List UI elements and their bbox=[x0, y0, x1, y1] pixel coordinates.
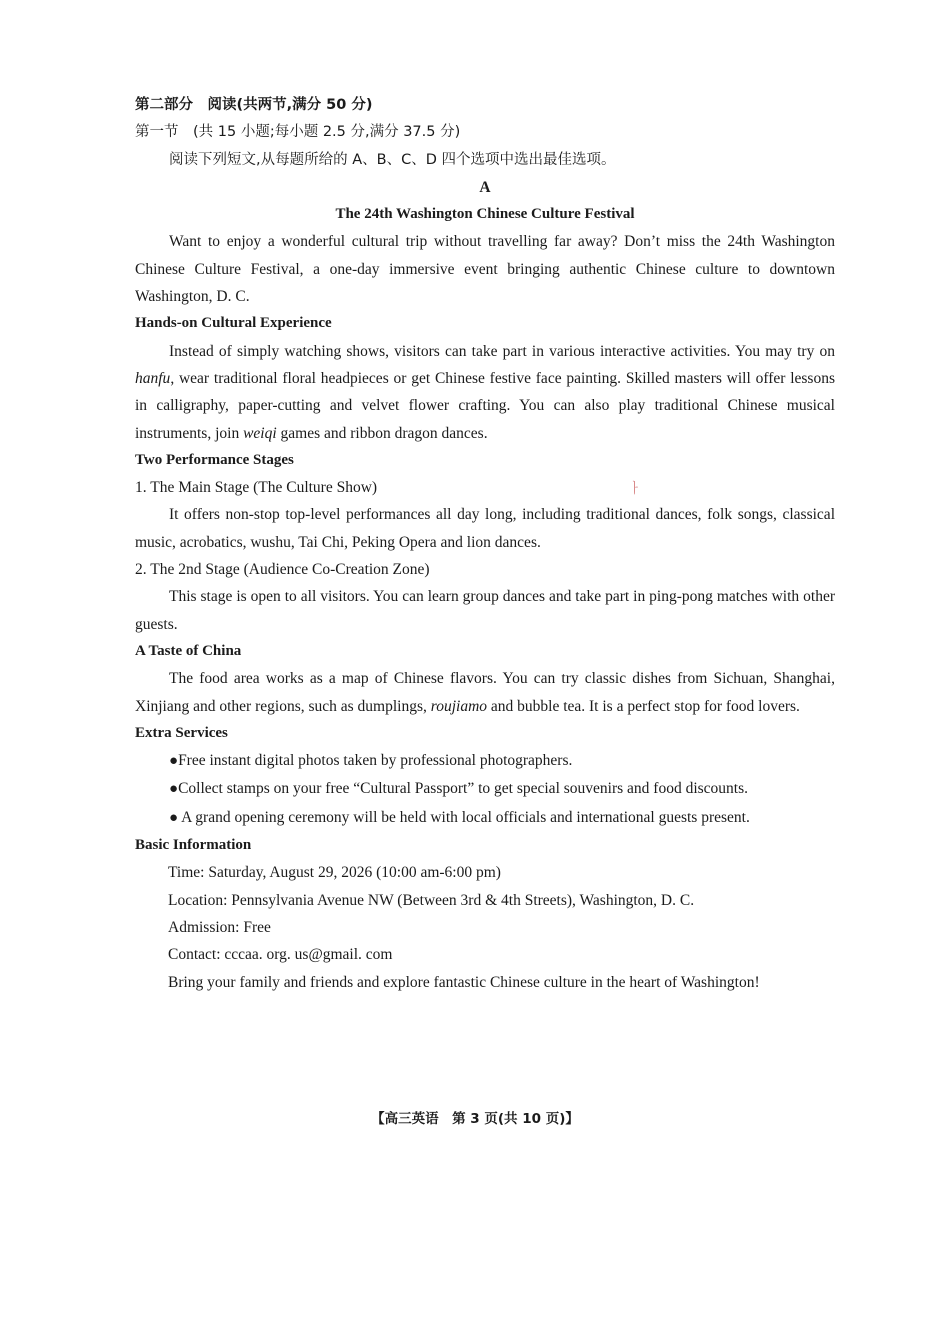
closing-line: Bring your family and friends and explore fantastic Chinese culture in the heart of Washington! bbox=[168, 973, 760, 991]
admission-info: Admission: Free bbox=[168, 918, 271, 936]
hands-on-text-1: Instead of simply watching shows, visitors can take part in various interactive activities. You may try on bbox=[169, 342, 835, 360]
extra-item-text: Collect stamps on your free “Cultural Passport” to get special souvenirs and food discounts. bbox=[178, 780, 749, 798]
passage-title: The 24th Washington Chinese Culture Festival bbox=[335, 206, 635, 223]
extra-item-2 bbox=[135, 775, 835, 803]
exam-page bbox=[135, 92, 835, 996]
margin-mark: ㅏ bbox=[628, 481, 642, 497]
contact-info: Contact: cccaa. org. us@gmail. com bbox=[168, 946, 393, 964]
hands-on-paragraph bbox=[135, 338, 835, 447]
taste-text-2: and bubble tea. It is a perfect stop for food lovers. bbox=[487, 697, 800, 715]
instructions: 阅读下列短文,从每题所给的 A、B、C、D 四个选项中选出最佳选项。 bbox=[169, 151, 616, 168]
extra-heading: Extra Services bbox=[135, 724, 228, 741]
stage2-title: 2. The 2nd Stage (Audience Co-Creation Zone) bbox=[135, 561, 430, 579]
weiqi-term: weiqi bbox=[243, 424, 277, 442]
roujiamo-term: roujiamo bbox=[430, 697, 488, 715]
hands-on-text-3: games and ribbon dragon dances. bbox=[276, 424, 488, 442]
bullet-icon: ● bbox=[169, 753, 179, 770]
page-footer: 【高三英语 第 3 页(共 10 页)】 bbox=[371, 1111, 579, 1127]
hands-on-heading: Hands-on Cultural Experience bbox=[135, 315, 332, 332]
hanfu-term: hanfu bbox=[135, 369, 171, 387]
stages-heading: Two Performance Stages bbox=[135, 451, 294, 468]
section-title: 第一节 (共 15 小题;每小题 2.5 分,满分 37.5 分) bbox=[135, 124, 461, 141]
hands-on-text-2: , wear traditional floral headpieces or get Chinese festive face painting. Skilled masters will offer lessons in calligraphy, paper-cutting and velvet flower crafting. You can also play traditional Chinese musical instruments, join bbox=[135, 369, 835, 442]
intro-paragraph: Want to enjoy a wonderful cultural trip without travelling far away? Don’t miss the 24th Washington Chinese Culture Festival, a one-day immersive event bringing authentic Chinese culture to downtown Washington, D. C. bbox=[135, 233, 835, 306]
stage1-text: It offers non-stop top-level performances all day long, including traditional dances, folk songs, classical music, acrobatics, wushu, Tai Chi, Peking Opera and lion dances. bbox=[135, 506, 835, 551]
extra-item-text: A grand opening ceremony will be held with local officials and international guests present. bbox=[181, 808, 750, 826]
bullet-icon: ● bbox=[169, 781, 179, 798]
taste-heading: A Taste of China bbox=[135, 642, 242, 659]
basic-heading: Basic Information bbox=[135, 837, 252, 854]
stage2-text: This stage is open to all visitors. You can learn group dances and take part in ping-pong matches with other guests. bbox=[135, 588, 835, 633]
bullet-icon: ● bbox=[169, 809, 179, 826]
extra-item-text: Free instant digital photos taken by professional photographers. bbox=[178, 752, 573, 770]
extra-item-1 bbox=[135, 747, 835, 775]
location-info: Location: Pennsylvania Avenue NW (Between 3rd & 4th Streets), Washington, D. C. bbox=[168, 891, 695, 909]
stage1-title: 1. The Main Stage (The Culture Show) bbox=[135, 479, 378, 497]
extra-item-3 bbox=[135, 804, 835, 832]
part-title: 第二部分 阅读(共两节,满分 50 分) bbox=[135, 97, 373, 113]
taste-paragraph bbox=[135, 665, 835, 720]
taste-text-1: The food area works as a map of Chinese flavors. You can try classic dishes from Sichuan, Shanghai, Xinjiang and other regions, such as dumplings, bbox=[135, 670, 835, 715]
passage-label: A bbox=[479, 178, 491, 196]
time-info: Time: Saturday, August 29, 2026 (10:00 am-6:00 pm) bbox=[168, 864, 501, 882]
